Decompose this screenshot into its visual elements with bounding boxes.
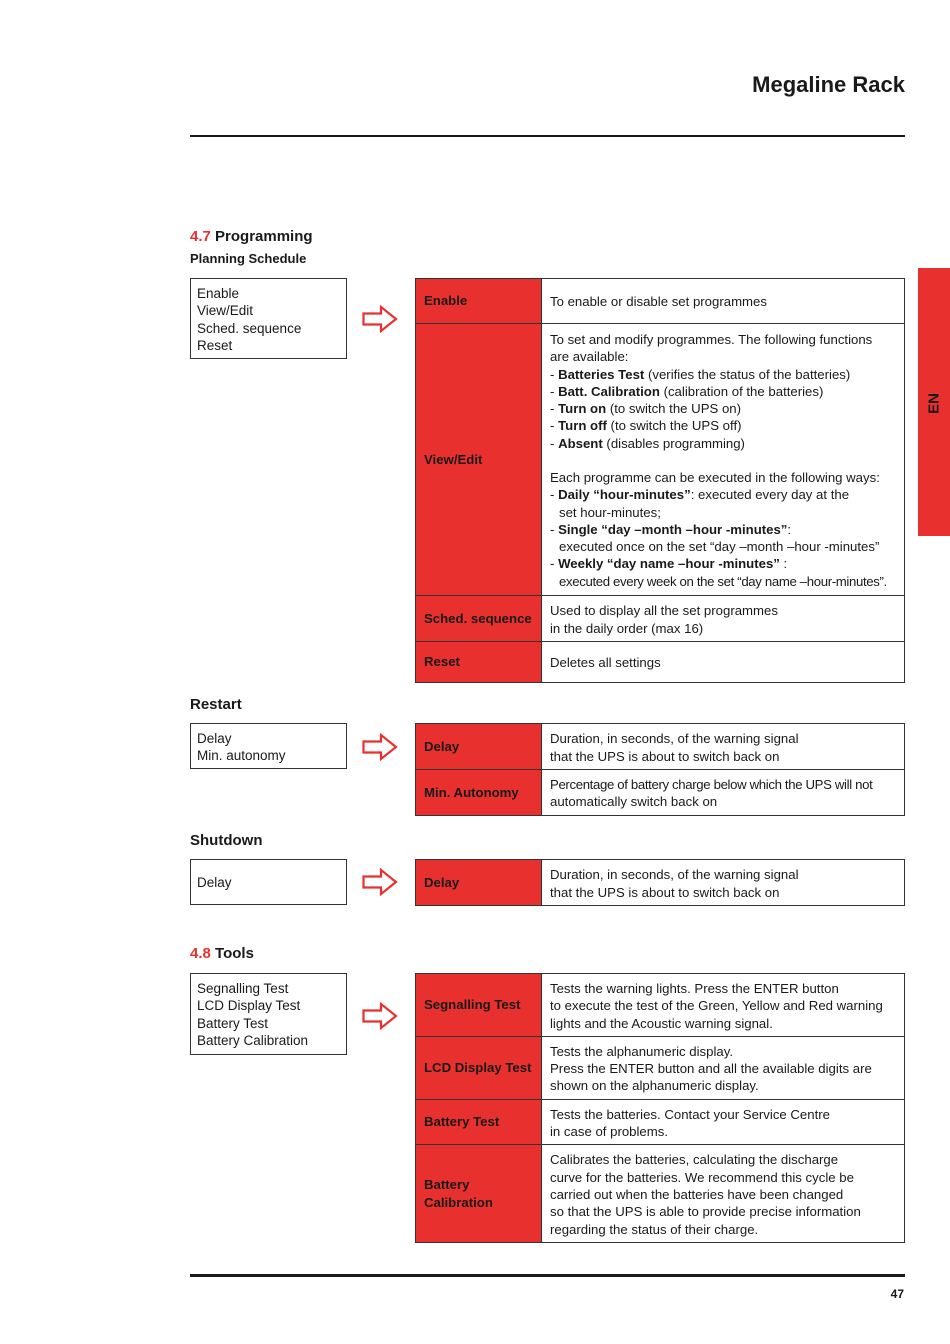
desc-line: that the UPS is about to switch back on: [550, 884, 780, 900]
table-row: [416, 770, 905, 816]
table-row: [416, 1036, 905, 1099]
desc-line: that the UPS is about to switch back on: [550, 748, 780, 764]
list-item: - Weekly “day name –hour -minutes” :: [550, 556, 788, 572]
section-number: 4.7: [190, 228, 211, 245]
row-desc: [542, 1145, 905, 1242]
row-desc: [542, 596, 905, 642]
row-key: Delay: [416, 724, 542, 770]
row-key: Segnalling Test: [416, 974, 542, 1037]
desc-line: Tests the warning lights. Press the ENTER button: [550, 981, 839, 996]
desc-line: in case of problems.: [550, 1124, 669, 1140]
menu-item: LCD Display Test: [197, 998, 301, 1014]
section-title: Programming: [215, 228, 313, 245]
menu-item: Battery Calibration: [197, 1032, 309, 1048]
row-key-line: Calibration: [424, 1194, 493, 1210]
menu-item: Battery Test: [197, 1015, 269, 1031]
section-title: Tools: [215, 945, 254, 962]
row-desc: [542, 974, 905, 1037]
row-key: Battery Test: [416, 1099, 542, 1145]
restart-heading: Restart: [190, 696, 242, 713]
row-desc: [542, 860, 905, 906]
row-key: Sched. sequence: [416, 596, 542, 642]
list-item: - Daily “hour-minutes”: executed every day at the: [550, 487, 850, 503]
desc-line: carried out when the batteries have been changed: [550, 1186, 844, 1202]
menu-item: Delay: [197, 875, 232, 890]
desc-line: Tests the alphanumeric display.: [550, 1043, 734, 1059]
desc-line: shown on the alphanumeric display.: [550, 1078, 759, 1094]
restart-menu-box: [190, 723, 347, 769]
list-item: - Batteries Test (verifies the status of the batteries): [550, 366, 851, 382]
row-desc: [542, 324, 905, 596]
table-row: [416, 860, 905, 906]
desc-line: Press the ENTER button and all the available digits are: [550, 1061, 872, 1077]
language-tab-label: EN: [925, 393, 943, 414]
row-key: View/Edit: [416, 324, 542, 596]
menu-item: Delay: [197, 731, 232, 746]
menu-item: Reset: [197, 337, 233, 353]
footer-rule: [190, 1274, 905, 1277]
arrow-right-icon: [362, 305, 398, 333]
row-desc: To enable or disable set programmes: [542, 279, 905, 324]
row-key: LCD Display Test: [416, 1036, 542, 1099]
row-key: [416, 1145, 542, 1242]
desc-line: are available:: [550, 349, 629, 365]
row-key: Enable: [416, 279, 542, 324]
arrow-right-icon: [362, 868, 398, 896]
desc-line: Percentage of battery charge below which the UPS will not: [550, 777, 873, 792]
section-number: 4.8: [190, 945, 211, 962]
row-desc: [542, 770, 905, 816]
restart-table: [415, 723, 905, 816]
list-item-cont: executed every week on the set “day name –hour-minutes”.: [559, 573, 887, 589]
section-heading-tools: [190, 945, 254, 962]
header-rule: [190, 135, 905, 137]
menu-item: View/Edit: [197, 303, 254, 319]
desc-line: Duration, in seconds, of the warning signal: [550, 867, 799, 883]
list-item-cont: set hour-minutes;: [559, 504, 661, 520]
desc-line: to execute the test of the Green, Yellow and Red warning: [550, 998, 883, 1014]
shutdown-table: [415, 859, 905, 906]
desc-line: Each programme can be executed in the following ways:: [550, 470, 880, 485]
desc-line: Duration, in seconds, of the warning signal: [550, 731, 799, 747]
list-item: - Absent (disables programming): [550, 435, 745, 451]
desc-line: curve for the batteries. We recommend this cycle be: [550, 1169, 854, 1185]
list-item: - Single “day –month –hour -minutes”:: [550, 521, 792, 537]
table-row: [416, 1099, 905, 1145]
row-desc: Deletes all settings: [542, 642, 905, 683]
desc-line: Tests the batteries. Contact your Service Centre: [550, 1106, 830, 1122]
table-row: [416, 724, 905, 770]
arrow-right-icon: [362, 1002, 398, 1030]
tools-table: [415, 973, 905, 1243]
desc-line: in the daily order (max 16): [550, 620, 704, 636]
section-heading-programming: [190, 228, 313, 245]
row-key-line: Battery: [424, 1177, 470, 1193]
page-number: 47: [890, 1287, 904, 1301]
language-tab: [918, 268, 950, 536]
desc-line: automatically switch back on: [550, 794, 718, 810]
tools-menu-box: [190, 973, 347, 1055]
desc-line: so that the UPS is able to provide precise information: [550, 1204, 861, 1220]
planning-schedule-table: [415, 278, 905, 683]
list-item: - Turn on (to switch the UPS on): [550, 401, 742, 417]
menu-item: Min. autonomy: [197, 748, 286, 764]
desc-line: Calibrates the batteries, calculating the discharge: [550, 1152, 839, 1168]
table-row: [416, 1145, 905, 1242]
desc-line: Used to display all the set programmes: [550, 603, 778, 619]
arrow-right-icon: [362, 733, 398, 761]
row-desc: [542, 724, 905, 770]
list-item: - Batt. Calibration (calibration of the batteries): [550, 383, 824, 399]
desc-line: lights and the Acoustic warning signal.: [550, 1015, 773, 1031]
row-key: Delay: [416, 860, 542, 906]
menu-item: Enable: [197, 286, 240, 301]
desc-line: To set and modify programmes. The following functions: [550, 331, 873, 347]
menu-item: Sched. sequence: [197, 320, 302, 336]
desc-line: regarding the status of their charge.: [550, 1221, 759, 1237]
menu-item: Segnalling Test: [197, 981, 289, 996]
table-row: [416, 596, 905, 642]
row-desc: [542, 1036, 905, 1099]
table-row: [416, 974, 905, 1037]
document-title: Megaline Rack: [752, 72, 905, 97]
planning-menu-box: [190, 278, 347, 359]
table-row: [416, 279, 905, 324]
shutdown-menu-box: [190, 859, 347, 905]
table-row: [416, 324, 905, 596]
row-key: Min. Autonomy: [416, 770, 542, 816]
row-desc: [542, 1099, 905, 1145]
row-key: Reset: [416, 642, 542, 683]
list-item-cont: executed once on the set “day –month –hour -minutes”: [559, 539, 880, 555]
list-item: - Turn off (to switch the UPS off): [550, 418, 742, 434]
table-row: [416, 642, 905, 683]
shutdown-heading: Shutdown: [190, 832, 263, 849]
planning-schedule-heading: Planning Schedule: [190, 251, 307, 266]
